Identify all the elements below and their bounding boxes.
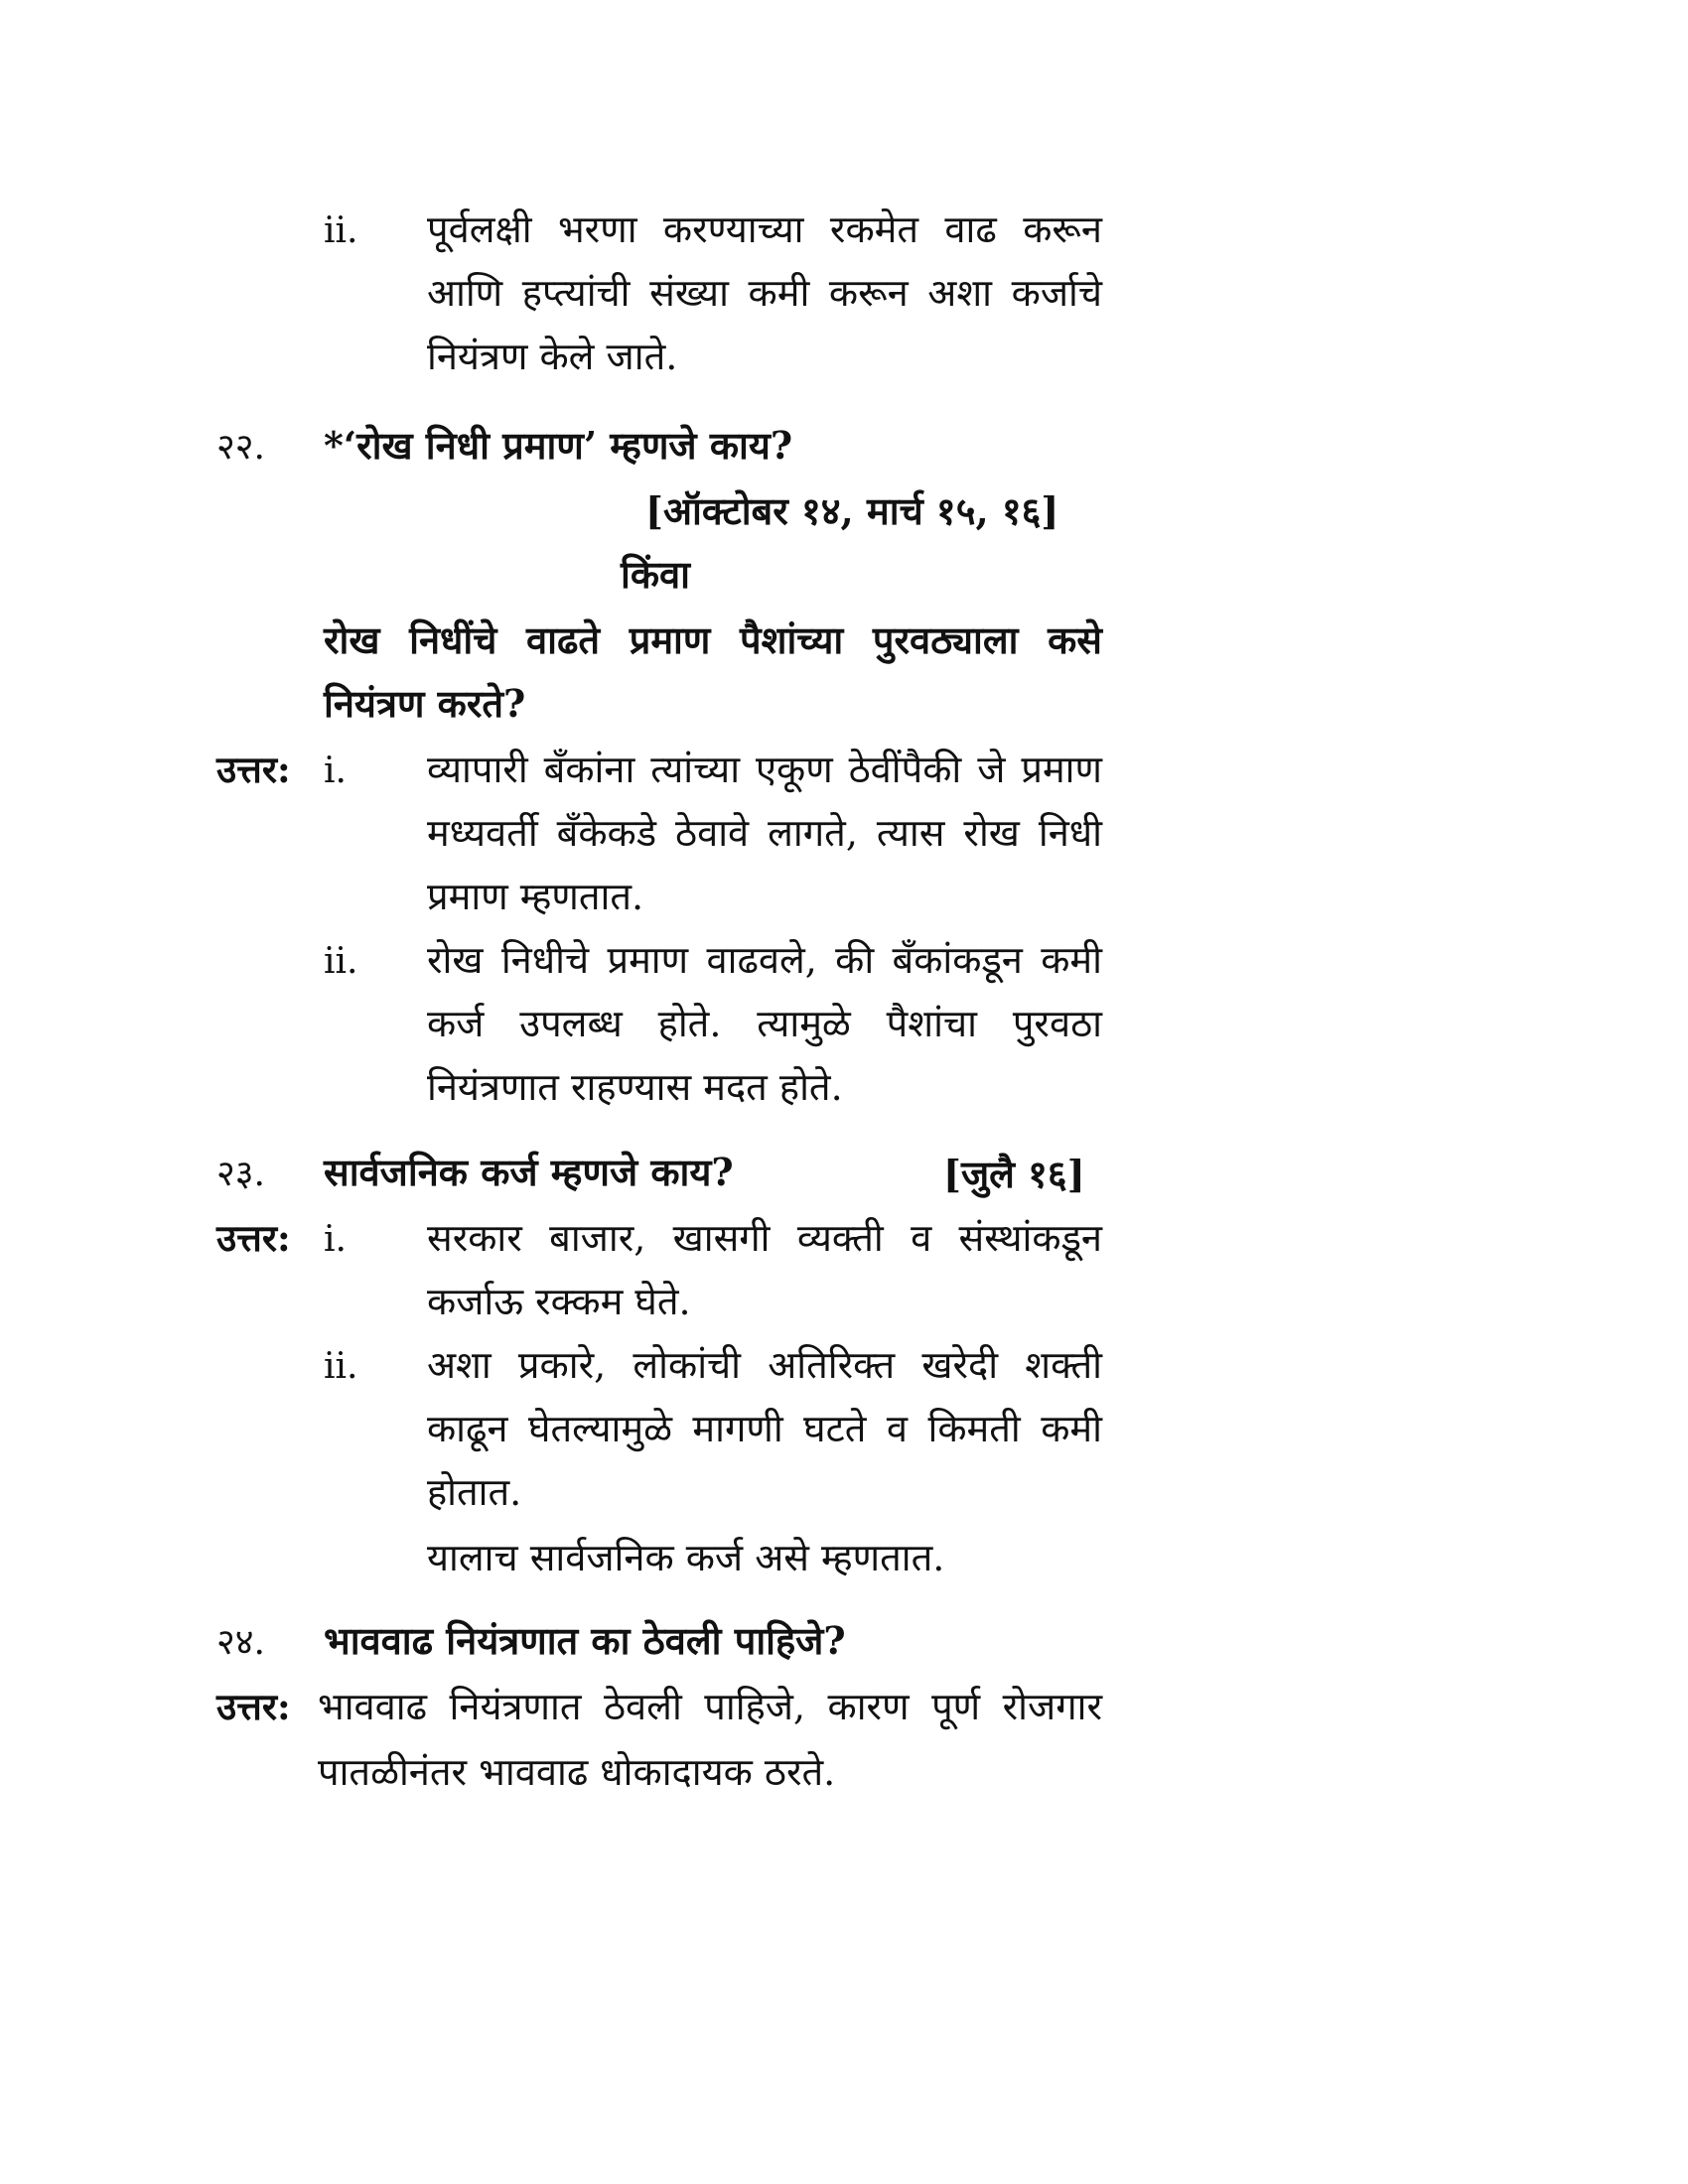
answer-line: नियंत्रण केले जाते.: [427, 335, 678, 378]
alt-question-line: रोख निधींचे वाढते प्रमाण पैशांच्या पुरवठ्याला कसे: [324, 617, 1102, 662]
answer-line: कर्जाऊ रक्कम घेते.: [427, 1280, 691, 1323]
question-number: २४.: [216, 1622, 265, 1663]
answer-line: अशा प्रकारे, लोकांची अतिरिक्त खरेदी शक्ती: [427, 1343, 1102, 1387]
question-number: २३.: [216, 1154, 265, 1194]
answer-label: उत्तर:: [216, 1685, 291, 1728]
item-marker: i.: [324, 1219, 347, 1260]
answer-line: प्रमाण म्हणतात.: [427, 875, 644, 918]
answer-label: उत्तर:: [216, 1216, 291, 1260]
answer-line: पातळीनंतर भाववाढ धोकादायक ठरते.: [318, 1750, 836, 1794]
item-marker: ii.: [324, 941, 358, 982]
question-text: भाववाढ नियंत्रणात का ठेवली पाहिजे?: [324, 1618, 846, 1663]
answer-line: भाववाढ नियंत्रणात ठेवली पाहिजे, कारण पूर्ण रोजगार: [318, 1685, 1102, 1728]
answer-line: मध्यवर्ती बँकेकडे ठेवावे लागते, त्यास रोख निधी: [427, 811, 1102, 855]
item-marker: ii.: [324, 210, 358, 251]
answer-line: रोख निधीचे प्रमाण वाढवले, की बँकांकडून कमी: [427, 938, 1102, 982]
or-separator: किंवा: [621, 552, 690, 597]
exam-reference: [जुलै १६]: [943, 1152, 1085, 1196]
answer-line: आणि हप्त्यांची संख्या कमी करून अशा कर्जाचे: [427, 271, 1102, 315]
conclusion-line: यालाच सार्वजनिक कर्ज असे म्हणतात.: [427, 1536, 945, 1579]
answer-line: नियंत्रणात राहण्यास मदत होते.: [427, 1065, 843, 1109]
item-marker: i.: [324, 751, 347, 791]
alt-question-line: नियंत्रण करते?: [324, 681, 526, 726]
question-text: *‘रोख निधी प्रमाण’ म्हणजे काय?: [324, 423, 793, 468]
answer-line: व्यापारी बँकांना त्यांच्या एकूण ठेवींपैकी जे प्रमाण: [427, 748, 1102, 791]
answer-line: होतात.: [427, 1470, 522, 1514]
answer-line: सरकार बाजार, खासगी व्यक्ती व संस्थांकडून: [427, 1216, 1102, 1260]
exam-reference: [ऑक्टोबर १४, मार्च १५, १६]: [645, 488, 1059, 533]
question-number: २२.: [216, 427, 265, 468]
answer-line: काढून घेतल्यामुळे मागणी घटते व किमती कमी: [427, 1407, 1102, 1450]
answer-line: कर्ज उपलब्ध होते. त्यामुळे पैशांचा पुरवठा: [427, 1002, 1102, 1045]
item-marker: ii.: [324, 1346, 358, 1387]
answer-line: पूर्वलक्षी भरणा करण्याच्या रकमेत वाढ करून: [427, 207, 1102, 251]
question-text: सार्वजनिक कर्ज म्हणजे काय?: [324, 1150, 734, 1194]
answer-label: उत्तर:: [216, 748, 291, 791]
